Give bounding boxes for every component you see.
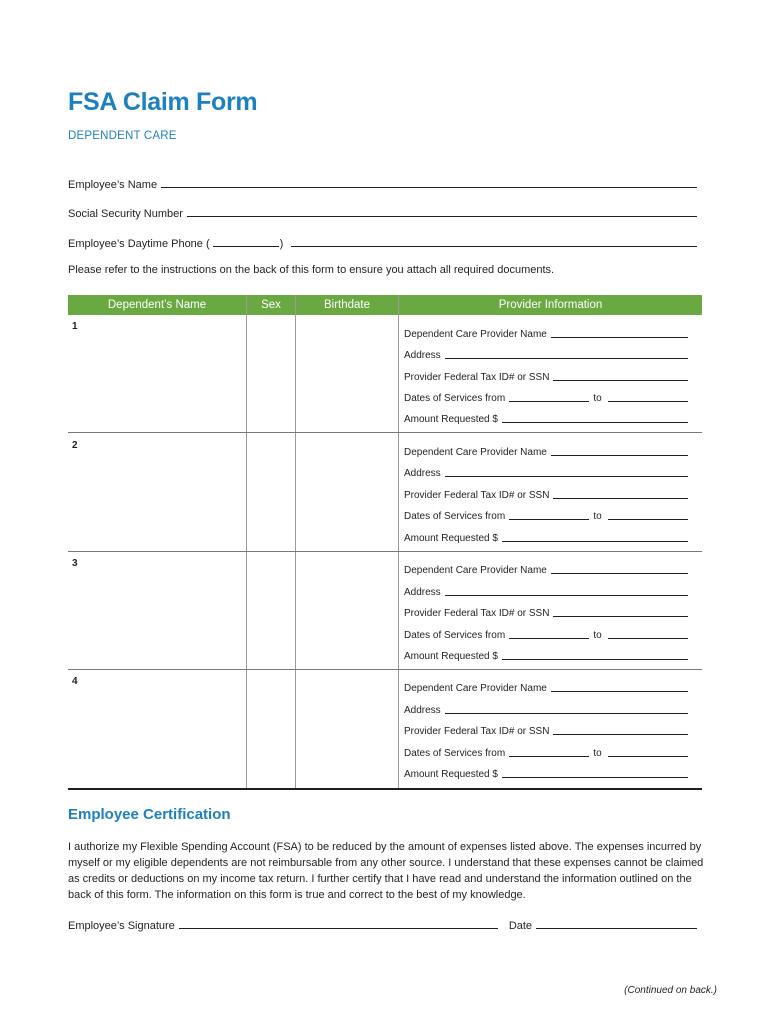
amount-label: Amount Requested $ [404,533,498,544]
dates-to-label: to [593,393,602,404]
provider-name-row [404,680,688,694]
date-label: Date [508,920,533,932]
dates-from-label: Dates of Services from [404,630,506,641]
ssn-field[interactable] [187,216,697,217]
amount-row [404,530,688,544]
dates-row [404,390,688,404]
signature-row [68,916,697,932]
col-provider-info: Provider Information [498,299,603,311]
dates-row [404,745,688,759]
tax-id-field[interactable] [553,734,688,735]
provider-name-label: Dependent Care Provider Name [404,447,547,458]
column-divider [246,295,247,788]
tax-id-row [404,605,688,619]
provider-name-row [404,326,688,340]
provider-name-row [404,562,688,576]
ssn-label: Social Security Number [68,208,183,220]
employee-name-label: Employee’s Name [68,179,158,191]
dates-from-field[interactable] [509,756,589,757]
tax-id-label: Provider Federal Tax ID# or SSN [404,726,550,737]
amount-field[interactable] [502,777,688,778]
tax-id-label: Provider Federal Tax ID# or SSN [404,608,550,619]
dates-to-field[interactable] [608,756,688,757]
address-row [404,347,688,361]
table-bottom-rule [68,788,702,790]
provider-name-field[interactable] [551,337,688,338]
address-label: Address [404,468,441,479]
tax-id-label: Provider Federal Tax ID# or SSN [404,490,550,501]
address-label: Address [404,587,441,598]
amount-label: Amount Requested $ [404,769,498,780]
address-row [404,584,688,598]
dates-to-field[interactable] [608,519,688,520]
address-field[interactable] [445,713,688,714]
ssn-row [68,204,697,220]
provider-name-label: Dependent Care Provider Name [404,329,547,340]
col-dependent-name: Dependent’s Name [107,299,207,311]
provider-name-field[interactable] [551,691,688,692]
row-number: 1 [72,321,78,332]
tax-id-field[interactable] [553,616,688,617]
dates-from-label: Dates of Services from [404,393,506,404]
dates-row [404,508,688,522]
tax-id-label: Provider Federal Tax ID# or SSN [404,372,550,383]
signature-label: Employee’s Signature [68,920,175,932]
dates-to-label: to [593,748,602,759]
dates-from-field[interactable] [509,401,589,402]
dates-row [404,627,688,641]
address-label: Address [404,350,441,361]
col-birthdate: Birthdate [323,299,371,311]
dependent-table [68,295,702,790]
address-row [404,465,688,479]
tax-id-row [404,369,688,383]
phone-number-field[interactable] [291,246,697,247]
provider-name-row [404,444,688,458]
row-number: 2 [72,440,78,451]
amount-row [404,648,688,662]
tax-id-row [404,723,688,737]
amount-label: Amount Requested $ [404,414,498,425]
provider-name-field[interactable] [551,573,688,574]
dates-to-field[interactable] [608,401,688,402]
employee-name-row [68,175,697,191]
amount-field[interactable] [502,422,688,423]
form-subtitle: DEPENDENT CARE [68,130,177,142]
dates-to-label: to [593,630,602,641]
amount-field[interactable] [502,541,688,542]
dates-from-field[interactable] [509,519,589,520]
column-divider [295,295,296,788]
phone-label: Employee’s Daytime Phone ( [68,238,210,250]
tax-id-row [404,487,688,501]
provider-name-label: Dependent Care Provider Name [404,565,547,576]
row-number: 3 [72,558,78,569]
amount-label: Amount Requested $ [404,651,498,662]
employee-name-field[interactable] [161,187,697,188]
provider-name-label: Dependent Care Provider Name [404,683,547,694]
dates-from-label: Dates of Services from [404,511,506,522]
continued-note: (Continued on back.) [624,985,717,996]
dates-from-label: Dates of Services from [404,748,506,759]
date-field[interactable] [536,928,697,929]
phone-label-close: ) [279,238,284,250]
provider-name-field[interactable] [551,455,688,456]
dates-from-field[interactable] [509,638,589,639]
row-number: 4 [72,676,78,687]
certification-text: I authorize my Flexible Spending Account (FSA) to be reduced by the amount of expenses listed above. The expenses incurred by myself or my eligible dependents are not reimbursable from any other source. I understand that these expenses cannot be claimed as credits or deductions on my income tax return. I further certify that I have read and understand the information outlined on the back of this form. The information on this form is true and correct to the best of my knowledge. [68,841,704,901]
amount-row [404,411,688,425]
dates-to-label: to [593,511,602,522]
address-row [404,702,688,716]
row-divider [68,551,702,552]
tax-id-field[interactable] [553,380,688,381]
certification-title: Employee Certification [68,806,231,823]
signature-field[interactable] [179,928,498,929]
table-header [68,295,702,315]
dates-to-field[interactable] [608,638,688,639]
row-divider [68,432,702,433]
row-divider [68,669,702,670]
phone-row [68,234,697,250]
address-field[interactable] [445,358,688,359]
col-sex: Sex [261,299,281,311]
address-field[interactable] [445,476,688,477]
amount-field[interactable] [502,659,688,660]
address-field[interactable] [445,595,688,596]
tax-id-field[interactable] [553,498,688,499]
column-divider [398,295,399,788]
amount-row [404,766,688,780]
phone-area-code-field[interactable] [213,236,279,247]
address-label: Address [404,705,441,716]
form-title: FSA Claim Form [68,88,258,116]
instructions-note: Please refer to the instructions on the back of this form to ensure you attach all required documents. [68,264,555,276]
